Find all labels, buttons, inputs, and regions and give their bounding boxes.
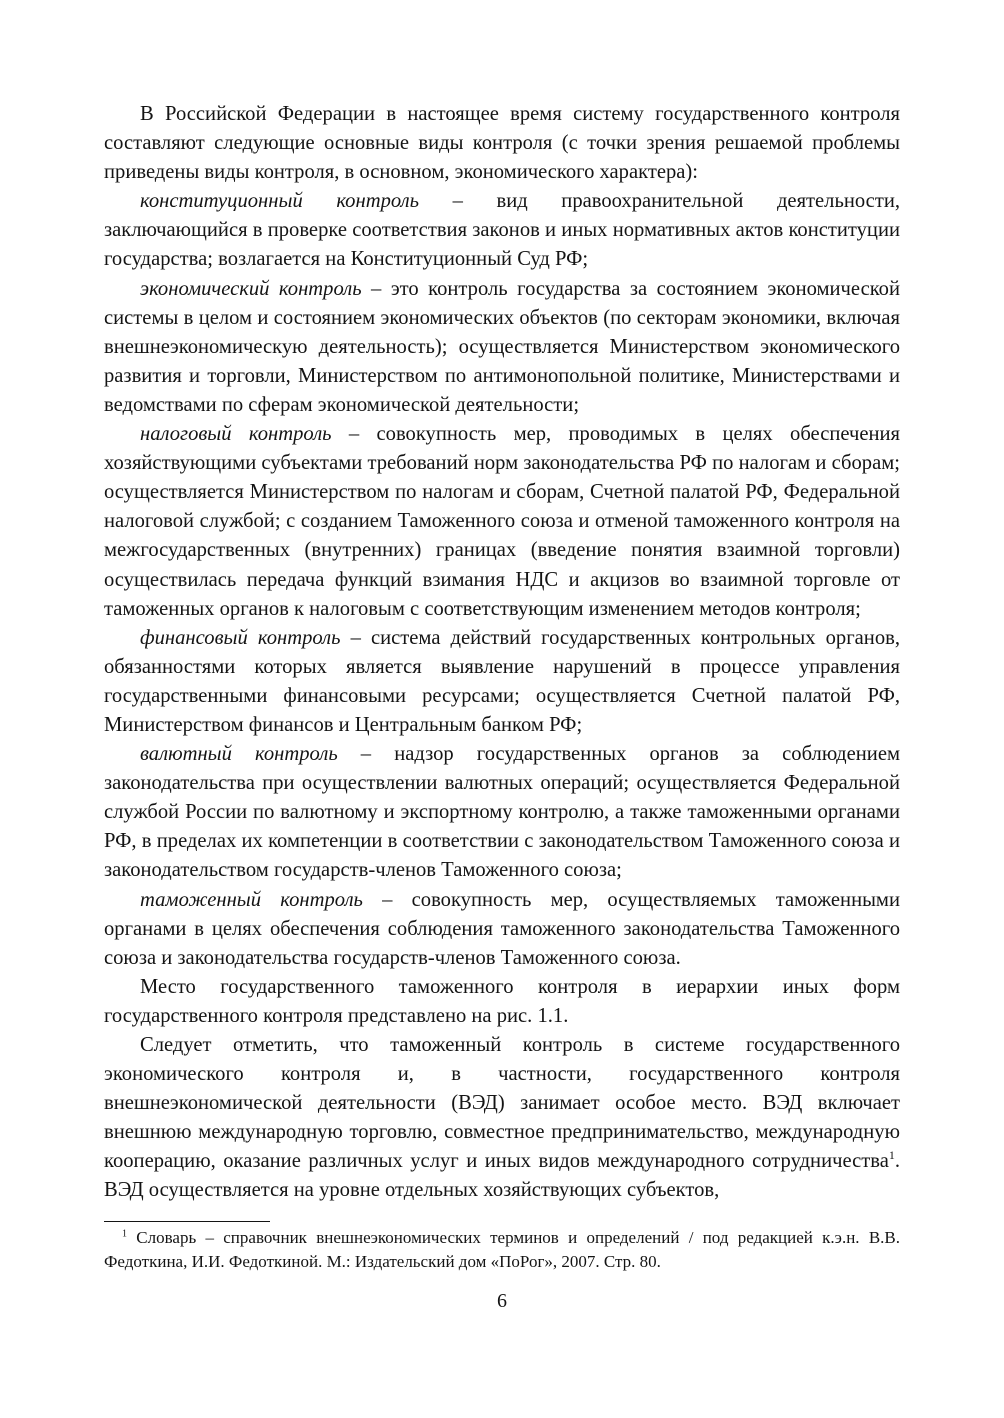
paragraph-customs-place: Место государственного таможенного контроля в иерархии иных форм государственного контроля представлено на рис. 1.1. <box>104 975 900 1027</box>
paragraph-ved-note <box>104 1031 900 1206</box>
definition-economic-control: – это контроль государства за состоянием экономической системы в целом и состоянием экономических объектов (по секторам экономики, включая внешнеэкономическую деятельность); осуществляется Министерством экономического развития и торговли, Министерством по антимонопольной политике, Министерствами и ведомствами по сферам экономической деятельности; <box>104 277 900 416</box>
definition-currency-control: – надзор государственных органов за соблюдением законодательства при осуществлении валютных операций; осуществляется Федеральной службой России по валютному и экспортному контролю, а также таможенными органами РФ, в пределах их компетенции в соответствии с законодательством Таможенного союза и законодательством государств-членов Таможенного союза; <box>104 743 901 882</box>
term-customs-control: таможенный контроль <box>140 888 363 911</box>
paragraph-intro: В Российской Федерации в настоящее время систему государственного контроля составляют следующие основные виды контроля (с точки зрения решаемой проблемы приведены виды контроля, в основном, экономического характера): <box>104 103 900 184</box>
paragraph-financial-control <box>104 624 900 740</box>
term-financial-control: финансовый контроль <box>140 626 341 649</box>
definition-financial-control: – система действий государственных контрольных органов, обязанностями которых является выявление нарушений в процессе управления государственными финансовыми ресурсами; осуществляется Счетной палатой РФ, Министерством финансов и Центральным банком РФ; <box>104 626 900 736</box>
term-constitutional-control: конституционный контроль <box>140 190 419 213</box>
page-body <box>104 100 900 1206</box>
page-number: 6 <box>497 1290 507 1312</box>
definition-customs-control: – совокупность мер, осуществляемых таможенными органами в целях обеспечения соблюдения таможенного законодательства Таможенного союза и законодательства государств-членов Таможенного союза. <box>104 888 900 969</box>
footnote-marker: 1 <box>122 1228 127 1240</box>
paragraph-constitutional-control <box>104 187 900 274</box>
term-economic-control: экономический контроль <box>140 277 362 300</box>
paragraph-currency-control <box>104 740 900 885</box>
footnote-reference[interactable]: 1 <box>888 1148 895 1163</box>
paragraph-tax-control <box>104 420 900 624</box>
footnote-separator <box>104 1221 270 1222</box>
term-currency-control: валютный контроль <box>140 743 338 766</box>
paragraph-customs-control <box>104 886 900 973</box>
footnote-text: Словарь – справочник внешнеэкономических терминов и определений / под редакцией к.э.н. В.В. Федоткина, И.И. Федоткиной. М.: Издательский дом «ПоРог», 2007. Стр. 80. <box>104 1228 900 1271</box>
definition-constitutional-control: – вид правоохранительной деятельности, заключающийся в проверке соответствия законов и иных нормативных актов конституции государства; возлагается на Конституционный Суд РФ; <box>104 190 900 271</box>
paragraph-economic-control <box>104 275 900 420</box>
definition-tax-control: – совокупность мер, проводимых в целях обеспечения хозяйствующими субъектами требований норм законодательства РФ по налогам и сборам; осуществляется Министерством по налогам и сборам, Счетной палатой РФ, Федеральной налоговой службой; с созданием Таможенного союза и отменой таможенного контроля на межгосударственных (внутренних) границах (введение понятия взаимной торговли) осуществилась передача функций взимания НДС и акцизов во взаимной торговле от таможенных органов к налоговым с соответствующим изменением методов контроля; <box>104 423 900 620</box>
term-tax-control: налоговый контроль <box>140 423 332 446</box>
ved-note-text: Следует отметить, что таможенный контроль в системе государственного экономического контроля и, в частности, государственного контроля внешнеэкономической деятельности (ВЭД) занимает особое место. ВЭД включает внешнюю международную торговлю, совместное предпринимательство, международную кооперацию, оказание различных услуг и иных видов международного сотрудничества <box>104 1034 900 1173</box>
footnote <box>104 1226 900 1274</box>
ved-note-continuation: . ВЭД осуществляется на уровне отдельных хозяйствующих субъектов, <box>104 1150 900 1202</box>
